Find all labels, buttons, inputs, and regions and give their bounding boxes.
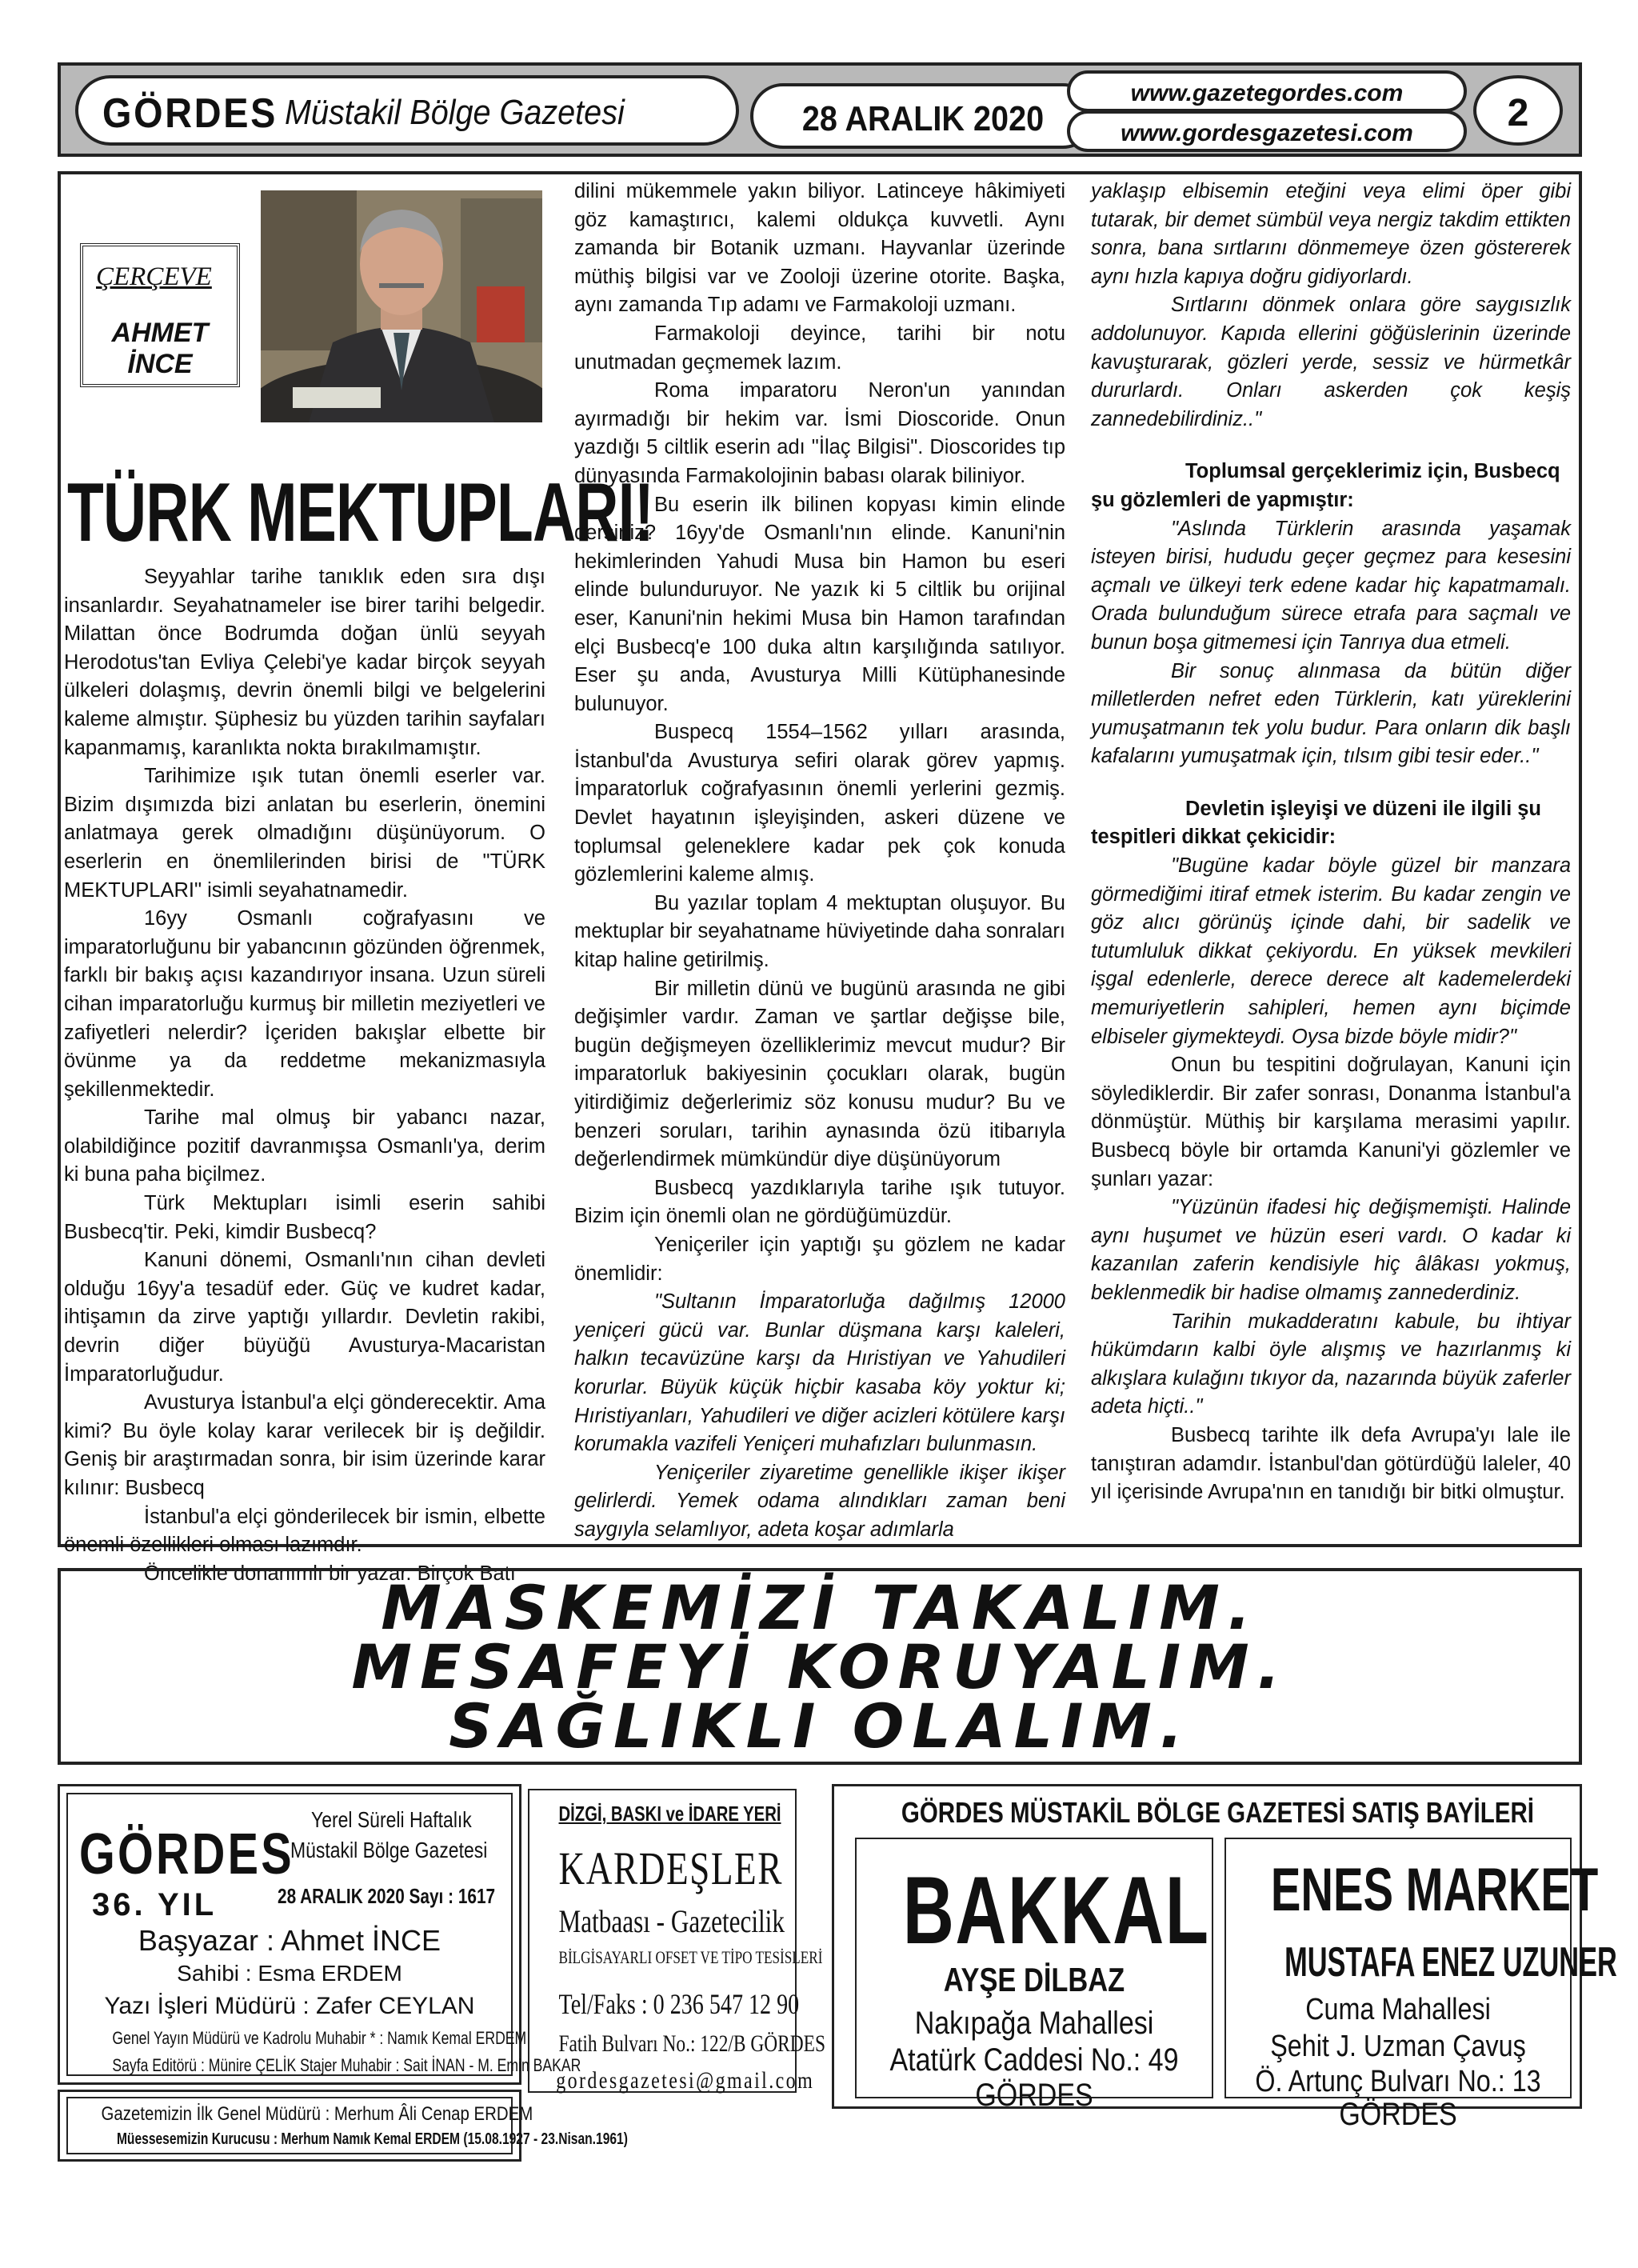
dealer-address-1: Cuma Mahallesi (1305, 1993, 1491, 2026)
paragraph: Avusturya İstanbul'a elçi gönderecektir. Ama kimi? Bu öyle kolay karar verilecek bir iş değildir. Geniş bir araştırmadan sonra, bir isim üzerinde karar kılınır: Busbecq (64, 1391, 545, 1499)
printer-sub: Matbaası - Gazetecilik (558, 1903, 785, 1939)
paragraph: Seyyahlar tarihe tanıklık eden sıra dışı insanlardır. Seyahatnameler ise birer tarihi belgedir. Milattan önce Bodrumda doğan ünlü seyyah Herodotus'tan Evliya Çelebi'ye kadar birçok seyyah ülkeleri dolaşmış, devrin önemli bilgi ve belgelerini kaleme almıştır. Şüphesiz bu yüzden tarihin sayfaları kapanmamış, karanlıkta nokta bırakılmamıştır. (64, 566, 545, 759)
url-pill-1[interactable] (1067, 70, 1467, 112)
brand-name: GÖRDES (102, 90, 278, 137)
dealers-box (832, 1784, 1617, 2132)
masthead-name: GÖRDES (79, 1822, 294, 1886)
paragraph: dilini mükemmele yakın biliyor. Latinceye hâkimiyeti göz kamaştırıcı, kalemi oldukça kuvvetli. Aynı zamanda bir Botanik uzmanı. Hayvanlar üzerinde müthiş bilgisi var ve Zooloji üzerine otorite. Başka, aynı zamanda Tıp adamı ve Farmakoloji uzmanı. (574, 180, 1065, 317)
dealer-address-1: Nakıpağa Mahallesi (914, 2006, 1154, 2041)
paragraph: Bu yazılar toplam 4 mektuptan oluşuyor. Bu mektuplar bir seyahatname hüviyetinde daha sonraları kitap haline getirilmiş. (574, 891, 1065, 972)
url-pill-2[interactable] (1067, 110, 1467, 152)
dealer-name: BAKKAL (902, 1857, 1210, 1964)
quote-paragraph: "Aslında Türklerin arasında yaşamak isteyen birisi, hududu geçer geçmez para kesesini açmalı ve ülkeyi terk edene kadar hiç kapatmamalı. Orada bulunduğum sürece etrafa para saçmalı ve bunun boşa gitmemesi için Tanrıya dua etmeli. (1091, 517, 1571, 654)
author-portrait-image (261, 190, 542, 422)
paragraph: Onun bu tespitini doğrulayan, Kanuni için söylediklerdir. Bir zafer sonrası, Donanma İstanbul'a dönmüştür. Müthiş bir karşılama merasimi yapılır. Busbecq böyle bir ortamda Kanuni'yi gözlemler ve şunları yazar: (1091, 1054, 1571, 1190)
website-url-2[interactable]: www.gordesgazetesi.com (1121, 120, 1413, 146)
paragraph: Tarihe mal olmuş bir yabancı nazar, olabildiğince pozitif davranmışsa Osmanlı'ya, derim ki buna paha biçilmez. (64, 1106, 545, 1186)
printer-name: KARDEŞLER (558, 1842, 783, 1894)
dealer-address-2: Şehit J. Uzman Çavuş (1270, 2030, 1526, 2063)
paragraph: Bir milletin dünü ve bugünü arasında ne gibi değişimler vardır. Zaman ve şartlar değişse bile, bugün değişmeyen özelliklerimiz mevcut mudur? Bir imparatorluk bakiyesinin çocukları olarak, bugün yitirdiğimiz değerlerimiz söz konusu mudur? Bu ve benzeri soruları, tarihin aynasında özü itibarıyla değerlendirmek mümkündür diye düşünüyorum (574, 977, 1065, 1171)
masthead-founders-inner (66, 2097, 628, 2154)
dealer-card (1225, 1838, 1617, 2132)
page-number-pill (1473, 75, 1563, 146)
masthead-date-issue: 28 ARALIK 2020 Sayı : 1617 (278, 1884, 496, 1908)
article-column-1 (64, 563, 545, 1588)
dealer-address-2: Atatürk Caddesi No.: 49 (889, 2042, 1179, 2078)
masthead-editor: Yazı İşleri Müdürü : Zafer CEYLAN (104, 1993, 475, 2019)
banner-line-2: MESAFEYİ KORUYALIM. (351, 1631, 1288, 1702)
quote-paragraph: Yeniçeriler ziyaretime genellikle ikişer ikişer gelirlerdi. Yemek odama alındıkları zaman beni saygıyla selamlıyor, adeta koşar adımlarla (574, 1461, 1065, 1541)
masthead-desc-2: Müstakil Bölge Gazetesi (290, 1838, 488, 1862)
masthead-desc-1: Yerel Süreli Haftalık (311, 1807, 472, 1832)
website-url-1[interactable]: www.gazetegordes.com (1130, 80, 1404, 106)
paragraph: Yeniçeriler için yaptığı şu gözlem ne kadar önemlidir: (574, 1233, 1065, 1285)
printer-email[interactable]: gordesgazetesi@gmail.com (556, 2067, 815, 2094)
quote-paragraph: Bir sonuç alınmasa da bütün diğer milletlerden nefret eden Türklerin, katı yüreklerini yumuşatmanın tek yolu budur. Para onların dik başlı kafalarını yumuşatmak için, tılsım gibi tesir eder.." (1091, 659, 1571, 768)
quote-paragraph: "Yüzünün ifadesi hiç değişmemişti. Halinde aynı huşumet ve hüzün eseri vardı. O kadar ki kazanılan zaferin kendisiyle hiç âlâkası yokmuş, beklenmedik bir hadise olmamış zannederdiniz. (1091, 1196, 1571, 1304)
masthead-page-editor: Sayfa Editörü : Münire ÇELİK Stajer Muhabir : Sait İNAN - M. Emin BAKAR (112, 2055, 581, 2075)
brand-subtitle: Müstakil Bölge Gazetesi (285, 93, 625, 132)
masthead-first-director: Gazetemizin İlk Genel Müdürü : Merhum Âli Cenap ERDEM (101, 2103, 533, 2125)
printer-desc: BİLGİSAYARLI OFSET VE TİPO TESİSLERİ (558, 1947, 823, 1967)
dealer-name: ENES MARKET (1270, 1856, 1599, 1924)
issue-date-pill (750, 83, 1096, 149)
page-header (58, 62, 1582, 157)
quote-paragraph: yaklaşıp elbisemin eteğini veya elimi öper gibi tutarak, bir demet sümbül veya nergiz takdim ettikten sonra, bana sırtlarını dönmemeye özen göstererek aynı hızla kapıya doğru gidiyorlardı. (1091, 180, 1571, 288)
printer-address: Fatih Bulvarı No.: 122/B GÖRDES (558, 2030, 825, 2057)
banner-line-1: MASKEMİZİ TAKALIM. (381, 1572, 1259, 1643)
paragraph: Busbecq tarihte ilk defa Avrupa'yı lale ile tanıştıran adamdır. İstanbul'dan götürdüğü laleler, 40 yıl içerisinde Avrupa'nın en tanıdığı bir bitki olmuştur. (1091, 1423, 1571, 1504)
author-photo (261, 190, 542, 422)
paragraph: Öncelikle donanımlı bir yazar. Birçok Batı (144, 1562, 516, 1585)
health-banner (58, 1568, 1582, 1765)
banner-line-3: SAĞLIKLI OLALIM. (449, 1690, 1191, 1762)
masthead-publishing-director: Genel Yayın Müdürü ve Kadrolu Muhabir * : Namık Kemal ERDEM (112, 2028, 527, 2048)
quote-paragraph: "Bugüne kadar böyle güzel bir manzara görmediğimi itiraf etmek isterim. Bu kadar zengin ve göz alıcı görünüş içinde dahi, bir sadelik ve tutumluluk dikkat çekiyordu. En yüksek mevkileri işgal edenlerle, derece derece alt kademelerdeki memuriyetlerin sahipleri, hemen aynı biçimde elbiseler giymekteydi. Oysa bizde böyle midir?" (1091, 854, 1571, 1048)
masthead-founders-box (58, 2090, 628, 2162)
column-title-box (80, 243, 240, 387)
dealers-title: GÖRDES MÜSTAKİL BÖLGE GAZETESİ SATIŞ BAYİLERİ (901, 1796, 1534, 1829)
paragraph: Farmakoloji deyince, tarihi bir notu unutmadan geçmemek lazım. (574, 322, 1065, 374)
article-headline: TÜRK MEKTUPLARI! (67, 466, 654, 559)
masthead-box (58, 1784, 581, 2085)
quote-paragraph: Tarihin mukadderatını kabule, bu ihtiyar hükümdarın kalbi öyle alışmış ve hazırlanmış ki alkışlara kulağını tıkıyor da, nazarında büyük zaferler adeta hiçti.." (1091, 1310, 1571, 1418)
dealer-owner: MUSTAFA ENEZ UZUNER (1284, 1939, 1617, 1986)
article-column-2 (574, 178, 1065, 1545)
paragraph: Roma imparatoru Neron'un yanından ayırmadığı bir hekim var. İsmi Dioscoride. Onun yazdığı 5 ciltlik eserin adı "İlaç Bilgisi". Dioscorides tıp dünyasında Farmakolojinin babası olarak biliniyor. (574, 379, 1065, 487)
section-subheading: Toplumsal gerçeklerimiz için, Busbecq şu gözlemleri de yapmıştır: (1091, 460, 1560, 511)
paragraph: Buspecq 1554–1562 yılları arasında, İstanbul'da Avusturya sefiri olarak görev yapmış. İmparatorluk coğrafyasının önemli yerlerini gezmiş. Devlet hayatının işleyişinden, askeri düzene ve toplumsal geleneklere kadar pek çok konuda gözlemlerini kaleme almış. (574, 721, 1065, 886)
paragraph: İstanbul'a elçi gönderilecek bir ismin, elbette önemli özellikleri olması lazımdır. (64, 1505, 545, 1557)
author-last-name: İNCE (127, 349, 193, 379)
paragraph: 16yy Osmanlı coğrafyasını ve imparatorluğunu bir yabancının gözünden öğrenmek, farklı bir bakış açısı kazandırıyor insana. Uzun süreli cihan imparatorluğu kurmuş bir milletin meziyetleri ve zafiyetleri nelerdir? İçeriden bakışlar elbette bir övünme ya da reddetme mekanizmasıyla şekillenmektedir. (64, 907, 545, 1101)
quote-paragraph: "Sultanın İmparatorluğa dağılmış 12000 yeniçeri gücü var. Bunlar düşmana karşı kaleleri, halkın tecavüzüne karşı da Hıristiyan ve Yahudileri korurlar. Büyük küçük hiçbir kasaba köy yoktur ki; Hıristiyanları, Yahudileri ve diğer acizleri kötülere karşı korumakla vazifeli Yeniçeri muhafızları bulunmasın. (574, 1290, 1065, 1456)
printer-label: DİZGİ, BASKI ve İDARE YERİ (558, 1802, 781, 1826)
brand-pill (75, 75, 739, 146)
dealer-card (855, 1838, 1213, 2113)
masthead-year: 36. YIL (92, 1887, 218, 1922)
dealer-city: GÖRDES (1339, 2097, 1457, 2132)
printer-box (528, 1789, 825, 2094)
section-subheading: Devletin işleyişi ve düzeni ile ilgili şu tespitleri dikkat çekicidir: (1091, 797, 1541, 849)
masthead-inner (66, 1793, 581, 2076)
page-number: 2 (1507, 92, 1529, 134)
masthead-chief-writer: Başyazar : Ahmet İNCE (138, 1924, 441, 1957)
paragraph: Tarihimize ışık tutan önemli eserler var. Bizim dışımızda bizi anlatan bu eserlerin, önemini anlatmaya gerek olmadığını düşünüyorum. O eserlerin en önemlilerinden birisi de "TÜRK MEKTUPLARI" isimli seyahatnamedir. (64, 765, 545, 902)
quote-paragraph: Sırtlarını dönmek onlara göre saygısızlık addolunuyor. Kapıda ellerini göğüslerinin üzerinde kavuşturarak, gözleri yerde, sessiz ve hürmetkâr dururlardı. Onları askerden çok keşiş zannedebilirdiniz.." (1091, 294, 1571, 430)
author-first-name: AHMET (111, 318, 209, 348)
article-column-3 (1091, 178, 1571, 1507)
dealer-address-3: GÖRDES (975, 2078, 1093, 2113)
article (58, 171, 1582, 1585)
dealer-owner: AYŞE DİLBAZ (943, 1961, 1125, 1998)
paragraph: Bu eserin ilk bilinen kopyası kimin elinde dersiniz? 16yy'de Osmanlı'nın elinde. Kanuni'nin hekimlerinden Yahudi Musa bin Hamon bu eseri elinde bulunduruyor. Ne yazık ki 5 ciltlik bu orijinal eser, Kanuni'nin hekimi Musa bin Hamon tarafından elçi Busbecq'e 100 duka altın karşılığında satılıyor. Eser şu anda, Avusturya Milli Kütüphanesinde bulunuyor. (574, 493, 1065, 715)
issue-date: 28 ARALIK 2020 (801, 99, 1045, 138)
column-title: ÇERÇEVE (96, 262, 212, 291)
paragraph: Busbecq yazdıklarıyla tarihe ışık tutuyor. Bizim için önemli olan ne gördüğümüzdür. (574, 1176, 1065, 1228)
paragraph: Türk Mektupları isimli eserin sahibi Busbecq'tir. Peki, kimdir Busbecq? (64, 1192, 545, 1243)
masthead-founder: Müessesemizin Kurucusu : Merhum Namık Kemal ERDEM (15.08.1927 - 23.Nisan.1961) (116, 2130, 628, 2148)
paragraph: Kanuni dönemi, Osmanlı'nın cihan devleti olduğu 16yy'a tesadüf eder. Güç ve kudret kadar, ihtişamın da zirve yaptığı yıllardır. Devletin rakibi, devrin diğer büyüğü Avusturya-Macaristan İmparatorluğudur. (64, 1249, 545, 1386)
dealer-address-3: Ö. Artunç Bulvarı No.: 13 (1255, 2065, 1541, 2098)
masthead-owner: Sahibi : Esma ERDEM (177, 1961, 402, 1986)
printer-phone: Tel/Faks : 0 236 547 12 90 (558, 1988, 800, 2020)
